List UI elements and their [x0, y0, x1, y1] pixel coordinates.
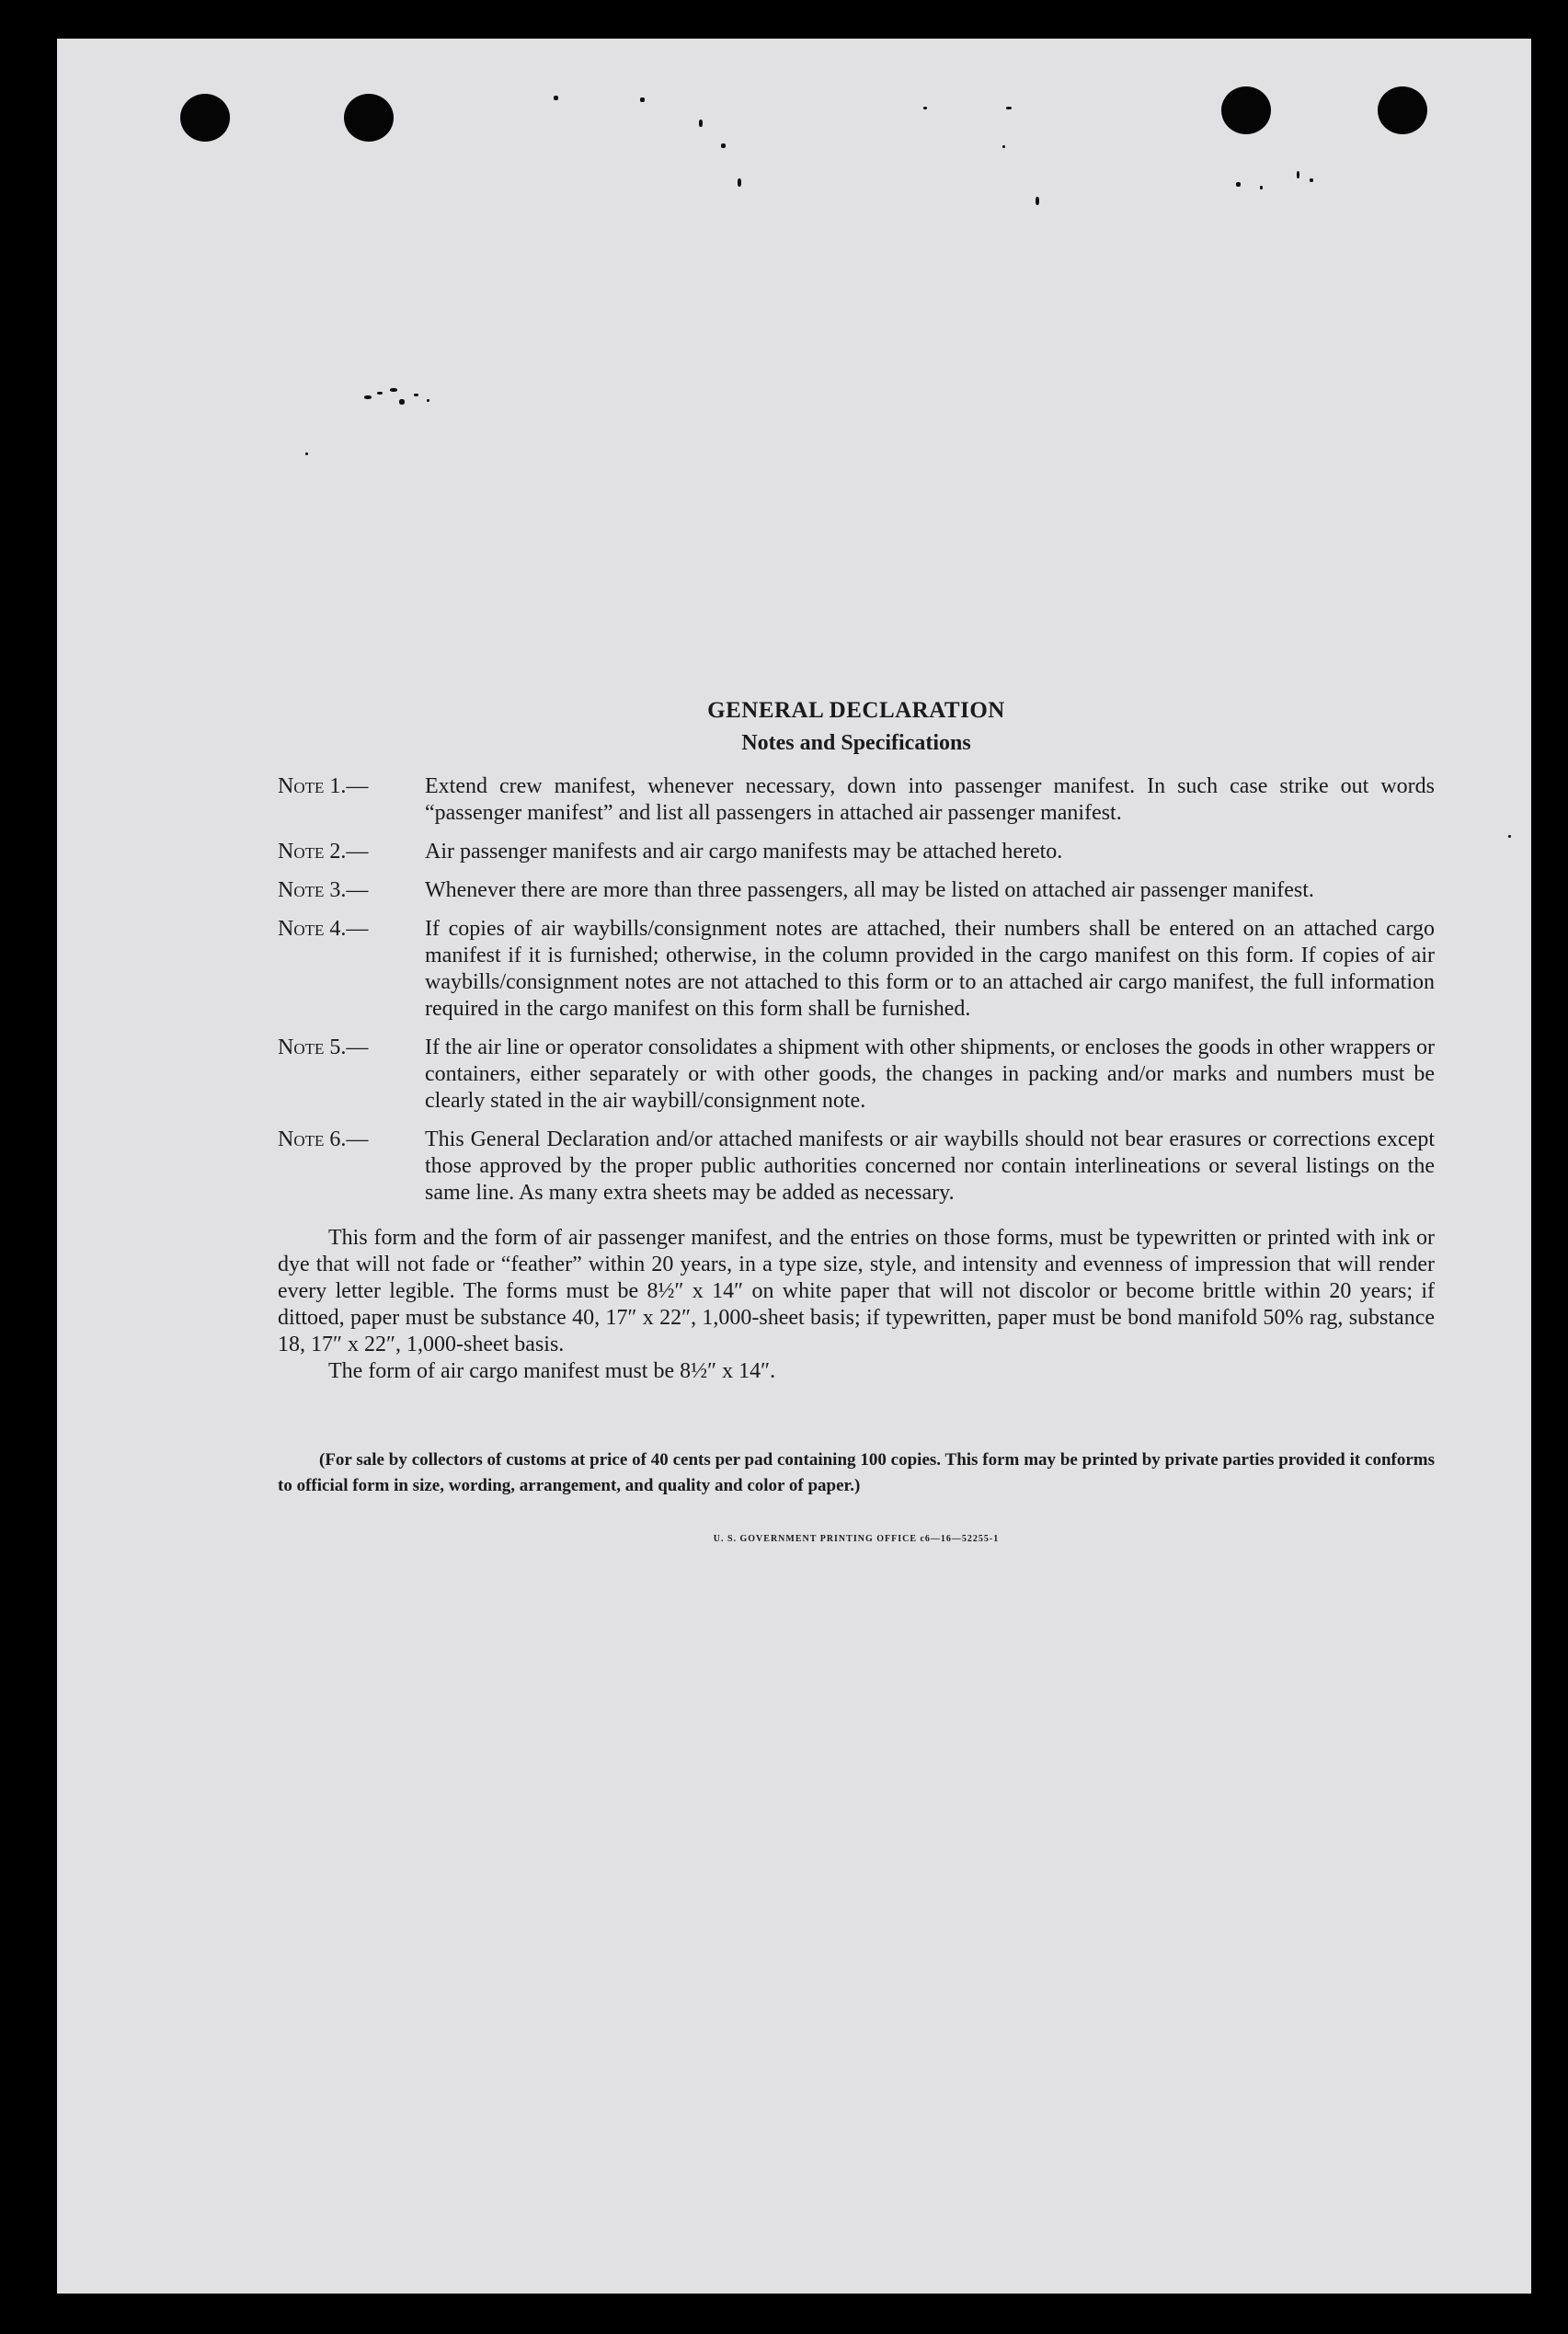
note-text: Extend crew manifest, whenever necessary, down into passenger manifest. In such case strike out words “passenger manifest” and list all passengers in attached air passenger manifest.: [425, 774, 1435, 825]
scan-speck: [699, 120, 703, 127]
scan-speck: [1002, 145, 1005, 148]
scan-speck: [364, 395, 372, 399]
scan-speck: [1310, 178, 1313, 182]
note-text: This General Declaration and/or attached manifests or air waybills should not bear erasures or corrections except those approved by the proper public authorities concerned nor contain interlineations or several listings on the same line. As many extra sheets may be added as necessary.: [425, 1127, 1435, 1205]
scan-speck: [1236, 182, 1241, 187]
scan-speck: [399, 399, 405, 405]
note-text: Air passenger manifests and air cargo manifests may be attached hereto.: [425, 840, 1063, 864]
scan-speck: [1297, 171, 1299, 178]
note-label: Note 4.—: [278, 917, 369, 941]
scan-speck: [721, 143, 726, 148]
scan-speck: [923, 107, 927, 109]
document-subtitle: Notes and Specifications: [741, 731, 971, 755]
note-1: [278, 773, 1435, 827]
document-page: [57, 39, 1531, 2294]
document-title: GENERAL DECLARATION: [707, 698, 1005, 723]
note-label: Note 1.—: [278, 774, 369, 798]
scan-speck: [554, 96, 558, 100]
note-3: [278, 877, 1435, 904]
scan-speck: [1036, 197, 1039, 205]
printing-office-imprint: U. S. GOVERNMENT PRINTING OFFICE c6—16—52255-1: [713, 1534, 1000, 1544]
note-text: If copies of air waybills/consignment notes are attached, their numbers shall be entered on an attached cargo manifest if it is furnished; otherwise, in the column provided in the cargo manifest on this form. If copies of air waybills/consignment notes are not attached to this form or to an attached air cargo manifest, the full information required in the cargo manifest on this form shall be furnished.: [425, 917, 1435, 1021]
note-2: [278, 839, 1435, 865]
scan-speck: [738, 178, 741, 187]
note-6: [278, 1127, 1435, 1207]
note-label: Note 2.—: [278, 840, 369, 864]
scan-speck: [1260, 186, 1263, 189]
scan-speck: [390, 388, 397, 392]
scan-speck: [305, 452, 308, 455]
form-specification-paragraph: This form and the form of air passenger manifest, and the entries on those forms, must be typewritten or printed with ink or dye that will not fade or “feather” within 20 years, in a type size, style, and intensity and evenness of impression that will render every letter legible. The forms must be 8½″ x 14″ on white paper that will not discolor or become brittle within 20 years; if dittoed, paper must be substance 40, 17″ x 22″, 1,000-sheet basis; if typewritten, paper must be bond manifold 50% rag, substance 18, 17″ x 22″, 1,000-sheet basis.: [278, 1226, 1435, 1356]
cargo-manifest-size: The form of air cargo manifest must be 8½″ x 14″.: [328, 1359, 776, 1383]
sale-notice: (For sale by collectors of customs at price of 40 cents per pad containing 100 copies. This form may be printed by private parties provided it conforms to official form in size, wording, arrangement, and quality and color of paper.): [278, 1450, 1435, 1495]
scan-speck: [414, 394, 418, 396]
scan-speck: [377, 392, 383, 395]
note-label: Note 6.—: [278, 1127, 369, 1151]
note-5: [278, 1035, 1435, 1115]
scan-speck: [1508, 835, 1511, 838]
note-text: Whenever there are more than three passengers, all may be listed on attached air passenger manifest.: [425, 878, 1314, 902]
note-label: Note 5.—: [278, 1035, 369, 1059]
note-label: Note 3.—: [278, 878, 369, 902]
declaration-notes: [278, 696, 1435, 1544]
scan-speck: [427, 399, 429, 402]
punch-hole: [344, 94, 394, 142]
scan-speck: [640, 97, 645, 102]
note-4: [278, 916, 1435, 1023]
punch-hole: [1378, 86, 1427, 134]
punch-hole: [1221, 86, 1271, 134]
punch-hole: [180, 94, 230, 142]
scan-speck: [1006, 107, 1012, 109]
note-text: If the air line or operator consolidates a shipment with other shipments, or encloses the goods in other wrappers or containers, either separately or with other goods, the changes in packing and/or marks and numbers must be clearly stated in the air waybill/consignment note.: [425, 1035, 1435, 1113]
